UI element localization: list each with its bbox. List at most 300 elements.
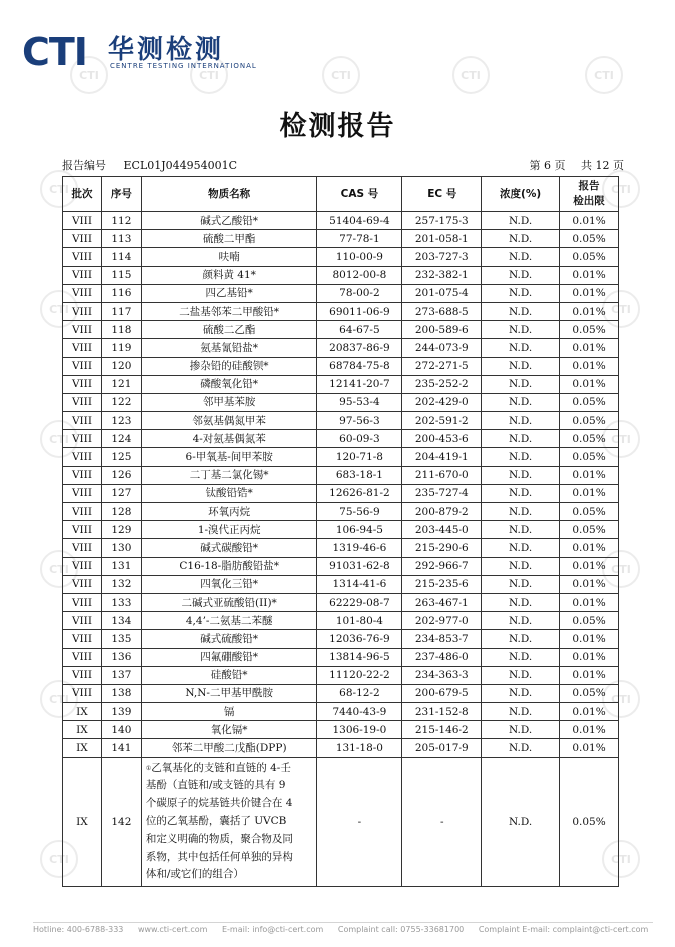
cell-cas: 60-09-3	[317, 430, 402, 448]
note-line: 和定义明确的物质，聚合物及同	[145, 832, 293, 845]
cell-cas: 120-71-8	[317, 448, 402, 466]
cell-no: 116	[101, 284, 141, 302]
cell-no: 134	[101, 612, 141, 630]
note-line: 位的乙氧基酚，囊括了 UVCB	[145, 815, 287, 828]
note-line: 乙氧基化的支链和直链的 4-壬	[151, 761, 291, 774]
cell-batch: VIII	[63, 321, 102, 339]
cell-limit: 0.01%	[560, 666, 619, 684]
cell-concentration: N.D.	[482, 212, 560, 230]
cell-substance: 6-甲氧基-间甲苯胺	[141, 448, 317, 466]
note-line: 个碳原子的烷基链共价键合在 4	[145, 797, 293, 810]
cell-batch: VIII	[63, 503, 102, 521]
cell-no: 115	[101, 266, 141, 284]
cell-batch: VIII	[63, 412, 102, 430]
cell-no: 121	[101, 375, 141, 393]
cell-substance: 氧化镉*	[141, 721, 317, 739]
cell-cas: 131-18-0	[317, 739, 402, 757]
cell-no: 125	[101, 448, 141, 466]
cell-substance: 二盐基邻苯二甲酸铅*	[141, 302, 317, 320]
cell-cas: 1319-46-6	[317, 539, 402, 557]
cell-cas: 97-56-3	[317, 412, 402, 430]
cell-no: 113	[101, 230, 141, 248]
table-row	[63, 393, 619, 411]
column-header-batch: 批次	[63, 177, 102, 212]
cell-batch: VIII	[63, 430, 102, 448]
note-line: 系物，其中包括任何单独的异构	[145, 850, 293, 863]
watermark-stamp: CTI	[452, 56, 490, 94]
cell-batch: VIII	[63, 212, 102, 230]
cell-no: 127	[101, 484, 141, 502]
report-number-label: 报告编号	[62, 159, 106, 172]
cell-limit: 0.05%	[560, 321, 619, 339]
column-header-limit	[560, 177, 619, 212]
cell-concentration: N.D.	[482, 339, 560, 357]
table-row	[63, 248, 619, 266]
cell-no: 123	[101, 412, 141, 430]
cell-ec: 292-966-7	[402, 557, 482, 575]
cell-substance: 环氧丙烷	[141, 503, 317, 521]
cell-substance: 钛酸铅锆*	[141, 484, 317, 502]
cell-concentration: N.D.	[482, 357, 560, 375]
table-row	[63, 521, 619, 539]
note-line: 基酚（直链和/或支链的具有 9	[145, 779, 286, 792]
cell-concentration: N.D.	[482, 684, 560, 702]
footnote-mark: ①	[145, 764, 152, 772]
cell-batch: VIII	[63, 375, 102, 393]
cell-batch: VIII	[63, 339, 102, 357]
cell-ec: 215-146-2	[402, 721, 482, 739]
cell-batch: VIII	[63, 521, 102, 539]
cell-no: 119	[101, 339, 141, 357]
cell-ec: 203-727-3	[402, 248, 482, 266]
cell-substance: N,N-二甲基甲酰胺	[141, 684, 317, 702]
cell-limit: 0.01%	[560, 539, 619, 557]
cell-ec: 257-175-3	[402, 212, 482, 230]
cell-batch: VIII	[63, 612, 102, 630]
cell-no: 130	[101, 539, 141, 557]
cell-cas: 69011-06-9	[317, 302, 402, 320]
cell-concentration: N.D.	[482, 248, 560, 266]
table-row	[63, 666, 619, 684]
table-row	[63, 484, 619, 502]
column-header-concentration: 浓度(%)	[482, 177, 560, 212]
cell-limit: 0.05%	[560, 757, 619, 887]
cell-cas: 110-00-9	[317, 248, 402, 266]
footer-complaint-call: Complaint call: 0755-33681700	[337, 925, 465, 934]
cell-ec: 203-445-0	[402, 521, 482, 539]
cell-cas: 20837-86-9	[317, 339, 402, 357]
cell-limit: 0.05%	[560, 412, 619, 430]
cell-substance: C16-18-脂肪酸铅盐*	[141, 557, 317, 575]
cell-cas: 101-80-4	[317, 612, 402, 630]
footer-complaint-email: Complaint E-mail: complaint@cti-cert.com	[478, 925, 649, 934]
watermark-stamp: CTI	[40, 550, 78, 588]
cell-limit: 0.01%	[560, 630, 619, 648]
cell-concentration: N.D.	[482, 575, 560, 593]
cell-concentration: N.D.	[482, 539, 560, 557]
table-row	[63, 557, 619, 575]
cell-concentration: N.D.	[482, 757, 560, 887]
cell-substance: 1-溴代正丙烷	[141, 521, 317, 539]
cell-batch: VIII	[63, 448, 102, 466]
cell-cas: 7440-43-9	[317, 703, 402, 721]
cell-ec: 200-679-5	[402, 684, 482, 702]
cell-cas: 683-18-1	[317, 466, 402, 484]
cell-limit: 0.01%	[560, 266, 619, 284]
table-row	[63, 430, 619, 448]
cell-limit: 0.05%	[560, 430, 619, 448]
cell-limit: 0.01%	[560, 302, 619, 320]
cell-limit: 0.05%	[560, 230, 619, 248]
report-title: 检测报告	[279, 111, 396, 142]
watermark-stamp: CTI	[40, 170, 78, 208]
watermark-stamp: CTI	[40, 680, 78, 718]
page-total: 共 12 页	[581, 159, 624, 172]
company-header	[22, 24, 662, 74]
watermark-stamp: CTI	[602, 680, 640, 718]
cell-cas: 8012-00-8	[317, 266, 402, 284]
cell-batch: VIII	[63, 630, 102, 648]
cell-ec: 205-017-9	[402, 739, 482, 757]
cell-substance: 硅酸铅*	[141, 666, 317, 684]
cell-ec: 235-252-2	[402, 375, 482, 393]
page-footer	[33, 922, 653, 934]
report-number	[62, 157, 237, 173]
cell-concentration: N.D.	[482, 230, 560, 248]
table-row	[63, 684, 619, 702]
cell-concentration: N.D.	[482, 503, 560, 521]
cell-ec: 237-486-0	[402, 648, 482, 666]
cell-batch: VIII	[63, 248, 102, 266]
cell-batch: VIII	[63, 393, 102, 411]
cell-ec: 215-290-6	[402, 539, 482, 557]
cell-cas: 1314-41-6	[317, 575, 402, 593]
cell-cas: 95-53-4	[317, 393, 402, 411]
cell-batch: VIII	[63, 230, 102, 248]
cell-ec: 201-075-4	[402, 284, 482, 302]
cell-no: 120	[101, 357, 141, 375]
cell-no: 122	[101, 393, 141, 411]
cell-substance: 呋喃	[141, 248, 317, 266]
cell-concentration: N.D.	[482, 321, 560, 339]
cell-ec: 201-058-1	[402, 230, 482, 248]
column-header-limit-line2: 检出限	[573, 195, 605, 207]
cell-batch: VIII	[63, 357, 102, 375]
cell-cas: 77-78-1	[317, 230, 402, 248]
cell-substance: 碱式碳酸铅*	[141, 539, 317, 557]
cell-cas: -	[317, 757, 402, 887]
watermark-stamp: CTI	[40, 290, 78, 328]
cell-batch: VIII	[63, 466, 102, 484]
cell-ec: 215-235-6	[402, 575, 482, 593]
cell-substance: 硫酸二乙酯	[141, 321, 317, 339]
cell-limit: 0.01%	[560, 284, 619, 302]
cell-limit: 0.01%	[560, 357, 619, 375]
column-header-ec: EC 号	[402, 177, 482, 212]
cell-cas: 12036-76-9	[317, 630, 402, 648]
table-row	[63, 339, 619, 357]
table-row	[63, 503, 619, 521]
cell-ec: -	[402, 757, 482, 887]
cell-batch: VIII	[63, 575, 102, 593]
cell-ec: 202-591-2	[402, 412, 482, 430]
cell-substance: 硫酸二甲酯	[141, 230, 317, 248]
table-row	[63, 593, 619, 611]
cell-limit: 0.01%	[560, 339, 619, 357]
cell-ec: 244-073-9	[402, 339, 482, 357]
cell-ec: 272-271-5	[402, 357, 482, 375]
cell-substance: 4,4’-二氨基二苯醚	[141, 612, 317, 630]
cell-ec: 234-363-3	[402, 666, 482, 684]
company-logo: CTI	[22, 30, 87, 74]
cell-batch: VIII	[63, 266, 102, 284]
cell-limit: 0.05%	[560, 521, 619, 539]
cell-concentration: N.D.	[482, 266, 560, 284]
cell-concentration: N.D.	[482, 612, 560, 630]
cell-concentration: N.D.	[482, 630, 560, 648]
cell-ec: 200-453-6	[402, 430, 482, 448]
table-row	[63, 575, 619, 593]
cell-cas: 12141-20-7	[317, 375, 402, 393]
cell-substance: 四氟硼酸铅*	[141, 648, 317, 666]
cell-batch: IX	[63, 739, 102, 757]
footer-website: www.cti-cert.com	[137, 925, 208, 934]
cell-no: 114	[101, 248, 141, 266]
cell-substance: 邻氨基偶氮甲苯	[141, 412, 317, 430]
cell-cas: 106-94-5	[317, 521, 402, 539]
cell-limit: 0.01%	[560, 648, 619, 666]
cell-limit: 0.05%	[560, 448, 619, 466]
watermark-stamp: CTI	[602, 550, 640, 588]
watermark-stamp: CTI	[190, 56, 228, 94]
cell-substance: 四氧化三铅*	[141, 575, 317, 593]
cell-no: 135	[101, 630, 141, 648]
cell-batch: IX	[63, 721, 102, 739]
cell-concentration: N.D.	[482, 302, 560, 320]
watermark-stamp: CTI	[40, 420, 78, 458]
table-body	[63, 212, 619, 887]
cell-concentration: N.D.	[482, 648, 560, 666]
table-row	[63, 412, 619, 430]
cell-limit: 0.05%	[560, 248, 619, 266]
cell-no: 139	[101, 703, 141, 721]
cell-ec: 202-429-0	[402, 393, 482, 411]
cell-ec: 204-419-1	[402, 448, 482, 466]
cell-concentration: N.D.	[482, 666, 560, 684]
cell-no: 133	[101, 593, 141, 611]
table-row	[63, 357, 619, 375]
cell-no: 137	[101, 666, 141, 684]
cell-batch: VIII	[63, 484, 102, 502]
cell-concentration: N.D.	[482, 466, 560, 484]
results-table	[62, 176, 619, 887]
cell-concentration: N.D.	[482, 448, 560, 466]
cell-batch: VIII	[63, 302, 102, 320]
cell-cas: 12626-81-2	[317, 484, 402, 502]
cell-substance: 4-对氨基偶氮苯	[141, 430, 317, 448]
cell-substance: 四乙基铅*	[141, 284, 317, 302]
cell-limit: 0.01%	[560, 575, 619, 593]
table-row	[63, 630, 619, 648]
cell-ec: 202-977-0	[402, 612, 482, 630]
cell-cas: 91031-62-8	[317, 557, 402, 575]
table-row	[63, 703, 619, 721]
cell-batch: IX	[63, 757, 102, 887]
cell-batch: VIII	[63, 284, 102, 302]
cell-no: 136	[101, 648, 141, 666]
column-header-cas: CAS 号	[317, 177, 402, 212]
cell-concentration: N.D.	[482, 521, 560, 539]
cell-no: 141	[101, 739, 141, 757]
cell-no: 117	[101, 302, 141, 320]
note-line: 体和/或它们的组合）	[145, 868, 244, 881]
cell-no: 124	[101, 430, 141, 448]
cell-cas: 68-12-2	[317, 684, 402, 702]
cell-ec: 234-853-7	[402, 630, 482, 648]
cell-concentration: N.D.	[482, 721, 560, 739]
report-number-value: ECL01J044954001C	[123, 159, 238, 172]
cell-batch: VIII	[63, 666, 102, 684]
table-row	[63, 466, 619, 484]
company-name-cn: 华测检测	[108, 35, 225, 65]
cell-concentration: N.D.	[482, 557, 560, 575]
cell-cas: 75-56-9	[317, 503, 402, 521]
cell-limit: 0.05%	[560, 393, 619, 411]
table-header-row	[63, 177, 619, 212]
cell-limit: 0.05%	[560, 503, 619, 521]
cell-cas: 1306-19-0	[317, 721, 402, 739]
watermark-stamp: CTI	[70, 56, 108, 94]
cell-concentration: N.D.	[482, 430, 560, 448]
cell-cas: 78-00-2	[317, 284, 402, 302]
cell-cas: 11120-22-2	[317, 666, 402, 684]
page-current: 第 6 页	[529, 159, 566, 172]
watermark-stamp: CTI	[602, 170, 640, 208]
cell-ec: 200-879-2	[402, 503, 482, 521]
cell-no: 142	[101, 757, 141, 887]
table-row	[63, 230, 619, 248]
watermark-stamp: CTI	[602, 840, 640, 878]
cell-no: 128	[101, 503, 141, 521]
table-row	[63, 321, 619, 339]
cell-ec: 232-382-1	[402, 266, 482, 284]
cell-batch: VIII	[63, 648, 102, 666]
cell-substance: 邻苯二甲酸二戊酯(DPP)	[141, 739, 317, 757]
table-row	[63, 375, 619, 393]
cell-ec: 263-467-1	[402, 593, 482, 611]
cell-no: 138	[101, 684, 141, 702]
cell-concentration: N.D.	[482, 284, 560, 302]
cell-ec: 200-589-6	[402, 321, 482, 339]
cell-limit: 0.01%	[560, 557, 619, 575]
table-row	[63, 721, 619, 739]
cell-no: 131	[101, 557, 141, 575]
cell-limit: 0.01%	[560, 484, 619, 502]
table-row	[63, 302, 619, 320]
cell-cas: 13814-96-5	[317, 648, 402, 666]
column-header-no: 序号	[101, 177, 141, 212]
cell-limit: 0.01%	[560, 212, 619, 230]
cell-no: 132	[101, 575, 141, 593]
cell-concentration: N.D.	[482, 593, 560, 611]
cell-concentration: N.D.	[482, 412, 560, 430]
table-row	[63, 612, 619, 630]
cell-limit: 0.01%	[560, 593, 619, 611]
table-row	[63, 448, 619, 466]
cell-limit: 0.01%	[560, 721, 619, 739]
cell-no: 126	[101, 466, 141, 484]
cell-concentration: N.D.	[482, 703, 560, 721]
cell-limit: 0.05%	[560, 612, 619, 630]
cell-cas: 64-67-5	[317, 321, 402, 339]
cell-concentration: N.D.	[482, 484, 560, 502]
footer-email: E-mail: info@cti-cert.com	[221, 925, 324, 934]
table-row	[63, 739, 619, 757]
cell-cas: 68784-75-8	[317, 357, 402, 375]
cell-no: 112	[101, 212, 141, 230]
cell-cas: 62229-08-7	[317, 593, 402, 611]
cell-substance: 掺杂铅的硅酸钡*	[141, 357, 317, 375]
cell-limit: 0.01%	[560, 703, 619, 721]
table-row	[63, 266, 619, 284]
cell-batch: VIII	[63, 593, 102, 611]
cell-substance: 磷酸氧化铅*	[141, 375, 317, 393]
watermark-stamp: CTI	[602, 420, 640, 458]
cell-ec: 231-152-8	[402, 703, 482, 721]
cell-concentration: N.D.	[482, 393, 560, 411]
column-header-limit-line1: 报告	[578, 180, 600, 192]
cell-substance: 碱式乙酸铅*	[141, 212, 317, 230]
page-indicator	[526, 157, 625, 173]
cell-substance: 颜料黄 41*	[141, 266, 317, 284]
cell-limit: 0.05%	[560, 684, 619, 702]
cell-substance: 碱式硫酸铅*	[141, 630, 317, 648]
footer-hotline: Hotline: 400-6788-333	[33, 925, 124, 934]
cell-batch: IX	[63, 703, 102, 721]
cell-substance-note	[141, 757, 317, 887]
cell-concentration: N.D.	[482, 375, 560, 393]
column-header-substance: 物质名称	[141, 177, 317, 212]
watermark-stamp: CTI	[322, 56, 360, 94]
cell-ec: 211-670-0	[402, 466, 482, 484]
table-row	[63, 757, 619, 887]
cell-no: 118	[101, 321, 141, 339]
cell-batch: VIII	[63, 684, 102, 702]
cell-batch: VIII	[63, 539, 102, 557]
cell-limit: 0.01%	[560, 375, 619, 393]
cell-no: 129	[101, 521, 141, 539]
cell-concentration: N.D.	[482, 739, 560, 757]
table-row	[63, 539, 619, 557]
cell-substance: 二碱式亚硫酸铅(II)*	[141, 593, 317, 611]
cell-cas: 51404-69-4	[317, 212, 402, 230]
watermark-stamp: CTI	[602, 290, 640, 328]
cell-limit: 0.01%	[560, 739, 619, 757]
cell-batch: VIII	[63, 557, 102, 575]
cell-no: 140	[101, 721, 141, 739]
cell-substance: 氨基氰铅盐*	[141, 339, 317, 357]
table-row	[63, 212, 619, 230]
cell-substance: 邻甲基苯胺	[141, 393, 317, 411]
table-row	[63, 284, 619, 302]
cell-ec: 235-727-4	[402, 484, 482, 502]
table-row	[63, 648, 619, 666]
cell-ec: 273-688-5	[402, 302, 482, 320]
watermark-stamp: CTI	[40, 840, 78, 878]
company-name-en: CENTRE TESTING INTERNATIONAL	[110, 62, 257, 70]
watermark-stamp: CTI	[585, 56, 623, 94]
cell-limit: 0.01%	[560, 466, 619, 484]
